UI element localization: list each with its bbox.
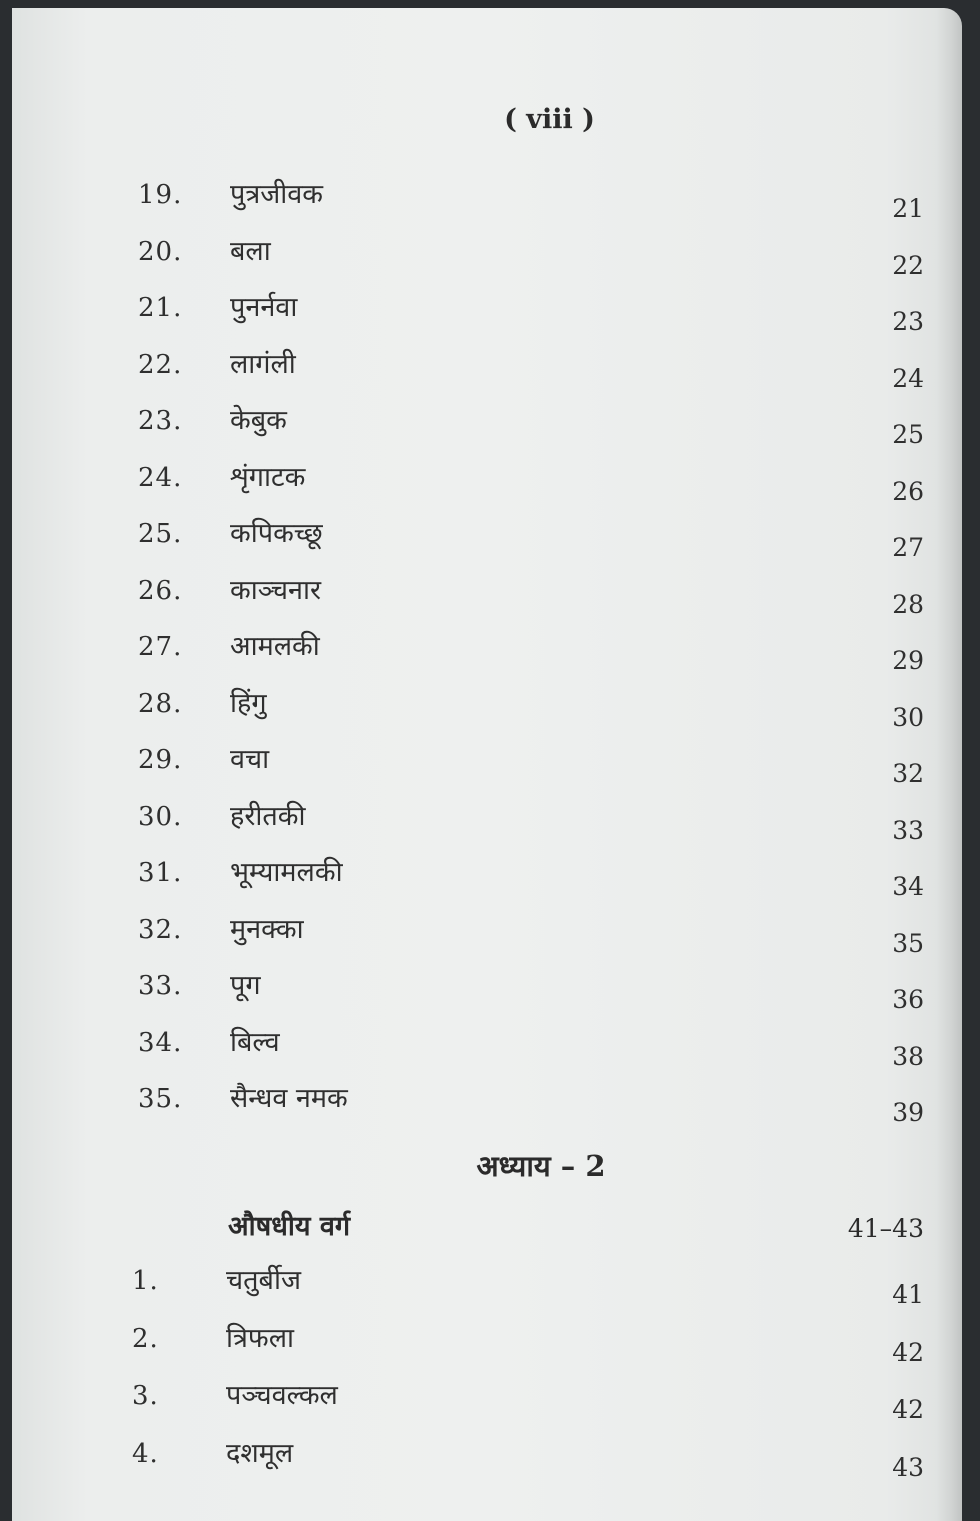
entry-page-number: 43 bbox=[892, 1452, 924, 1482]
toc-entry bbox=[12, 237, 962, 293]
toc-entry bbox=[12, 1324, 962, 1380]
entry-page-number: 42 bbox=[892, 1395, 924, 1424]
section-title: औषधीय वर्ग bbox=[228, 1211, 351, 1242]
toc-entry bbox=[12, 406, 962, 462]
page-number: ( viii ) bbox=[504, 104, 595, 135]
entry-page-number: 28 bbox=[892, 589, 924, 619]
toc-entry bbox=[12, 576, 962, 632]
entry-name: हरीतकी bbox=[230, 800, 306, 832]
entry-name: काञ्चनार bbox=[230, 574, 322, 606]
toc-entry bbox=[12, 1028, 962, 1084]
entry-page-number: 26 bbox=[892, 476, 924, 506]
entry-name: सैन्धव नमक bbox=[230, 1083, 348, 1114]
toc-entry bbox=[12, 689, 962, 745]
entry-page-number: 29 bbox=[892, 646, 924, 675]
entry-name: बिल्व bbox=[230, 1026, 280, 1058]
entry-page-number: 33 bbox=[892, 815, 924, 845]
entry-number: 30. bbox=[138, 801, 183, 832]
entry-name: हिंगु bbox=[230, 687, 267, 719]
entry-number: 22. bbox=[138, 349, 183, 380]
entry-name: पुनर्नवा bbox=[230, 292, 298, 323]
book-page bbox=[12, 8, 962, 1521]
entry-page-number: 39 bbox=[892, 1098, 924, 1127]
toc-entry bbox=[12, 858, 962, 914]
entry-name: कपिकच्छू bbox=[230, 518, 323, 549]
entry-page-number: 22 bbox=[892, 250, 924, 280]
entry-name: पञ्चवल्कल bbox=[226, 1380, 338, 1411]
entry-number: 21. bbox=[138, 293, 183, 323]
entry-number: 20. bbox=[138, 236, 183, 267]
entry-number: 3. bbox=[132, 1381, 159, 1411]
entry-name: भूम्यामलकी bbox=[230, 857, 343, 888]
entry-number: 29. bbox=[138, 745, 183, 775]
section-page-range: 41–43 bbox=[847, 1214, 924, 1243]
toc-entry bbox=[12, 293, 962, 349]
entry-page-number: 30 bbox=[892, 702, 924, 732]
entry-number: 27. bbox=[138, 632, 183, 662]
entry-number: 2. bbox=[132, 1323, 159, 1354]
toc-entry bbox=[12, 971, 962, 1027]
entry-page-number: 27 bbox=[892, 533, 924, 562]
entry-page-number: 41 bbox=[892, 1280, 924, 1309]
toc-entry bbox=[12, 802, 962, 858]
toc-entry bbox=[12, 519, 962, 575]
toc-entry bbox=[12, 463, 962, 519]
chapter-heading: अध्याय – 2 bbox=[476, 1149, 606, 1183]
entry-number: 34. bbox=[138, 1027, 183, 1058]
toc-entry bbox=[12, 1266, 962, 1322]
toc-entry bbox=[12, 1084, 962, 1140]
entry-number: 4. bbox=[132, 1438, 159, 1469]
entry-number: 19. bbox=[138, 180, 183, 210]
entry-page-number: 42 bbox=[892, 1337, 924, 1367]
entry-page-number: 21 bbox=[892, 194, 924, 223]
toc-entry bbox=[12, 915, 962, 971]
entry-page-number: 36 bbox=[892, 985, 924, 1014]
toc-entry bbox=[12, 745, 962, 801]
entry-number: 32. bbox=[138, 914, 183, 945]
entry-page-number: 34 bbox=[892, 872, 924, 901]
entry-page-number: 23 bbox=[892, 307, 924, 336]
entry-number: 31. bbox=[138, 858, 183, 888]
entry-name: वचा bbox=[230, 744, 270, 775]
entry-page-number: 32 bbox=[892, 759, 924, 788]
entry-number: 33. bbox=[138, 971, 183, 1001]
entry-name: त्रिफला bbox=[226, 1322, 295, 1354]
entry-number: 1. bbox=[132, 1266, 159, 1296]
section-row bbox=[12, 1206, 962, 1256]
entry-name: दशमूल bbox=[226, 1437, 294, 1469]
entry-number: 23. bbox=[138, 406, 183, 436]
toc-entry bbox=[12, 350, 962, 406]
entry-page-number: 35 bbox=[892, 928, 924, 958]
entry-name: आमलकी bbox=[230, 631, 320, 662]
toc-entry bbox=[12, 180, 962, 236]
toc-entry bbox=[12, 1439, 962, 1495]
entry-number: 35. bbox=[138, 1084, 183, 1114]
entry-name: लागंली bbox=[230, 348, 296, 380]
entry-number: 28. bbox=[138, 688, 183, 719]
entry-number: 24. bbox=[138, 462, 183, 493]
toc-entry bbox=[12, 1381, 962, 1437]
entry-number: 26. bbox=[138, 575, 183, 606]
entry-name: शृंगाटक bbox=[230, 461, 306, 493]
toc-entry bbox=[12, 632, 962, 688]
entry-name: चतुर्बीज bbox=[226, 1265, 301, 1296]
entry-number: 25. bbox=[138, 519, 183, 549]
entry-name: केबुक bbox=[230, 405, 287, 436]
entry-name: मुनक्का bbox=[230, 913, 304, 945]
entry-name: पुत्रजीवक bbox=[230, 179, 324, 210]
entry-page-number: 25 bbox=[892, 420, 924, 449]
entry-page-number: 24 bbox=[892, 363, 924, 393]
entry-name: पूग bbox=[230, 970, 261, 1001]
entry-name: बला bbox=[230, 235, 271, 267]
entry-page-number: 38 bbox=[892, 1041, 924, 1071]
